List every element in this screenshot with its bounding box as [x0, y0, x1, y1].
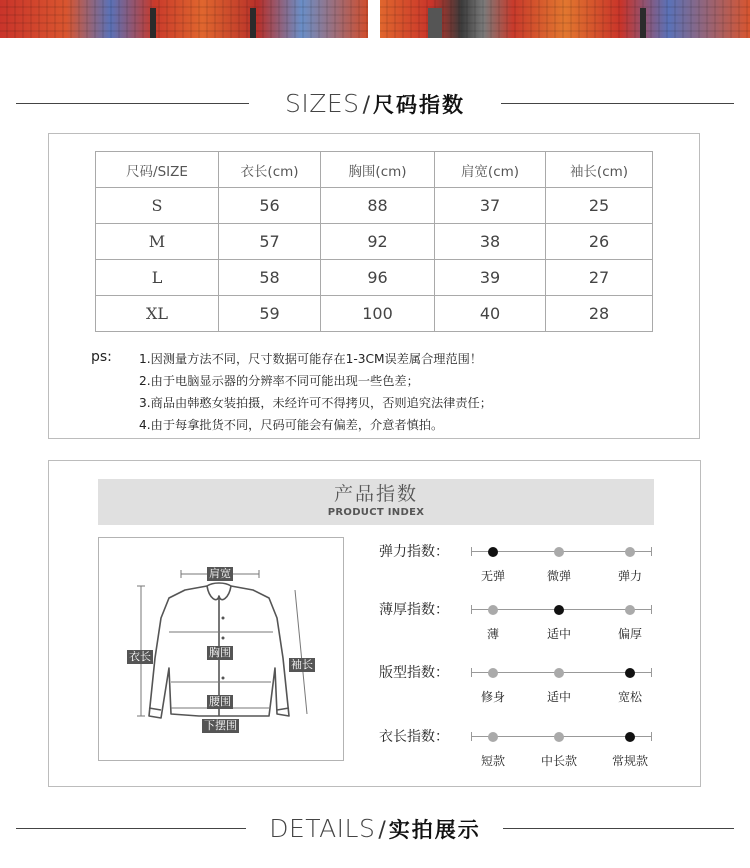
index-label: 弹力指数：	[379, 544, 449, 560]
product-index-banner	[98, 479, 654, 525]
table-row	[96, 188, 653, 224]
table-cell: 59	[219, 296, 321, 332]
index-option: 适中	[546, 690, 572, 704]
index-label: 薄厚指数：	[379, 602, 449, 618]
index-label: 版型指数：	[379, 665, 449, 681]
details-title-en: DETAILS	[269, 814, 376, 843]
table-cell: 39	[435, 260, 546, 296]
index-dot	[554, 605, 564, 615]
sizes-title-slash: /	[362, 93, 370, 118]
table-cell: 38	[435, 224, 546, 260]
index-option: 弹力	[617, 569, 643, 583]
size-label: L	[96, 260, 219, 296]
index-label: 衣长指数：	[379, 729, 449, 745]
index-option: 适中	[546, 627, 572, 641]
table-cell: 28	[546, 296, 653, 332]
details-title-slash: /	[378, 818, 386, 843]
size-label: M	[96, 224, 219, 260]
ps-notes	[139, 348, 492, 436]
sizes-section-header	[0, 84, 750, 124]
table-row	[96, 260, 653, 296]
ps-label: ps:	[91, 349, 112, 365]
table-cell: 92	[321, 224, 435, 260]
size-table	[95, 151, 653, 332]
index-dot	[625, 547, 635, 557]
index-dot	[488, 668, 498, 678]
table-cell: 25	[546, 188, 653, 224]
index-dot	[554, 668, 564, 678]
size-table-header: 袖长(cm)	[546, 152, 653, 188]
index-option: 宽松	[617, 690, 643, 704]
length-label: 衣长	[129, 650, 151, 663]
index-option: 微弹	[546, 569, 572, 583]
table-cell: 96	[321, 260, 435, 296]
index-dot	[554, 732, 564, 742]
index-length	[379, 728, 669, 768]
index-dot	[488, 605, 498, 615]
index-dot	[625, 605, 635, 615]
index-option: 薄	[486, 627, 500, 641]
index-option: 偏厚	[617, 627, 643, 641]
size-table-header: 尺码/SIZE	[96, 152, 219, 188]
size-table-header-row	[96, 152, 653, 188]
table-row	[96, 296, 653, 332]
index-option: 短款	[480, 754, 506, 768]
table-cell: 37	[435, 188, 546, 224]
index-dot	[554, 547, 564, 557]
index-option: 无弹	[480, 569, 506, 583]
table-cell: 26	[546, 224, 653, 260]
sleeve-label: 袖长	[291, 658, 313, 671]
index-dot	[625, 732, 635, 742]
details-title-zh: 实拍展示	[388, 818, 481, 842]
product-photo-left	[0, 0, 368, 38]
product-index-box	[48, 460, 701, 787]
table-cell: 58	[219, 260, 321, 296]
index-fit	[379, 664, 669, 704]
table-cell: 100	[321, 296, 435, 332]
index-option: 中长款	[540, 754, 578, 768]
waist-label: 腰围	[209, 695, 231, 708]
index-dot	[625, 668, 635, 678]
photo-strip	[0, 0, 750, 38]
size-label: S	[96, 188, 219, 224]
ps-note: 2.由于电脑显示器的分辨率不同可能出现一些色差；	[139, 374, 419, 388]
size-table-header: 衣长(cm)	[219, 152, 321, 188]
size-table-header: 胸围(cm)	[321, 152, 435, 188]
product-index-title-en: PRODUCT INDEX	[327, 507, 425, 518]
size-table-header: 肩宽(cm)	[435, 152, 546, 188]
product-photo-right	[380, 0, 750, 38]
table-cell: 56	[219, 188, 321, 224]
index-option: 修身	[480, 690, 506, 704]
ps-note: 1.因测量方法不同，尺寸数据可能存在1-3CM误差属合理范围！	[139, 352, 483, 366]
size-chart-box	[48, 133, 700, 439]
sizes-title-zh: 尺码指数	[372, 93, 465, 117]
hem-label: 下摆围	[204, 719, 237, 732]
index-dot	[488, 732, 498, 742]
table-cell: 27	[546, 260, 653, 296]
shoulder-label: 肩宽	[209, 567, 231, 580]
product-index-title-zh: 产品指数	[333, 483, 418, 505]
ps-note: 3.商品由韩憨女装拍摄，未经许可不得拷贝，否则追究法律责任；	[139, 396, 492, 410]
index-thickness	[379, 601, 669, 641]
sizes-title-en: SIZES	[285, 89, 360, 118]
chest-label: 胸围	[209, 646, 231, 659]
shirt-measure-diagram	[98, 537, 344, 761]
table-cell: 57	[219, 224, 321, 260]
details-section-header	[0, 809, 750, 849]
index-option: 常规款	[611, 754, 649, 768]
table-row	[96, 224, 653, 260]
index-dot	[488, 547, 498, 557]
table-cell: 40	[435, 296, 546, 332]
table-cell: 88	[321, 188, 435, 224]
index-elasticity	[379, 543, 669, 583]
size-label: XL	[96, 296, 219, 332]
ps-note: 4.由于每拿批货不同，尺码可能会有偏差，介意者慎拍。	[139, 418, 444, 432]
